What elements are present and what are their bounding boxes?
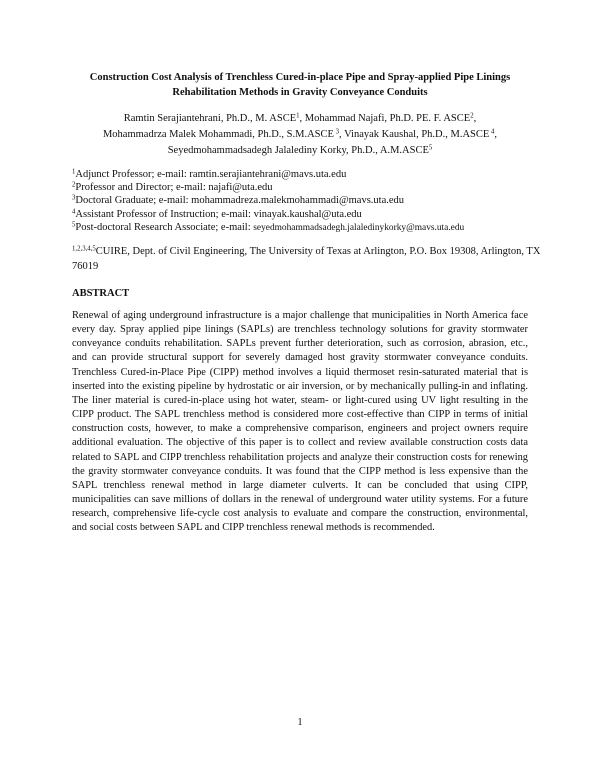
abstract-heading: ABSTRACT: [72, 288, 130, 299]
author-1: Ramtin Serajiantehrani, Ph.D., M. ASCE: [123, 113, 297, 124]
affiliation-4: $^4$Assistant Professor of Instruction; e-mail: vinayak.kaushal@uta.edu: [72, 208, 362, 220]
affiliation-list: [72, 168, 542, 235]
affiliation-3: $^3$Doctoral Graduate; e-mail: mohammadreza.malekmohammadi@mavs.uta.edu: [72, 194, 405, 207]
address-text: CUIRE, Dept. of Civil Engineering, The University of Texas at Arlington, P.O. Box 19308, Arlington, TX 76019: [72, 246, 541, 272]
author-2: , Mohammad Najafi, Ph.D. PE. F. ASCE: [299, 113, 471, 124]
address-marks: 1,2,3,4,5: [72, 245, 96, 253]
abstract-body: Renewal of aging underground infrastructure is a major challenge that municipalities in North America face every day. Spray applied pipe linings (SAPLs) are trenchless technology solutions for gravity stormwater conveyance conduits rehabilitation. SAPLs prevent further deterioration, such as corrosion, abrasion, etc., and can provide structural support for severely damaged host gravity stormwater conveyance conduits. Trenchless Cured-in-Place Pipe (CIPP) method involves a liquid thermoset resin-saturated material that is inserted into the existing pipeline by hydrostatic or air inversion, or by mechanically pulling-in and inflating. The liner material is cured-in-place using hot water, steam- or light-cured using UV light resulting in the CIPP product. The SAPL trenchless method is considered more cost-effective than CIPP in terms of initial construction costs, however, to make a comprehensive comparison, engineers and project owners require additional evaluation. The objective of this paper is to collect and review available construction costs data related to SAPL and CIPP trenchless rehabilitation projects and analyze their construction costs for renewing the gravity stormwater conveyance conduits. It was found that the CIPP method is less expensive than the SAPL trenchless renewal method in large diameter culverts. It can be concluded that using CIPP, municipalities can save millions of dollars in the renewal of underground water utility systems. For a future research, comprehensive life-cycle cost analysis to evaluate and compare the construction, environmental, and social costs between SAPL and CIPP trenchless renewal methods is recommended.: [72, 310, 528, 534]
affiliation-1: $^1$Adjunct Professor; e-mail: ramtin.serajiantehrani@mavs.uta.edu: [72, 168, 347, 180]
author-4-mark: 4: [489, 128, 495, 136]
author-3: Mohammadrza Malek Mohammadi, Ph.D., S.M.ASCE: [102, 129, 334, 140]
author-line-3: [60, 143, 540, 159]
author-line-2: Mohammadrza Malek Mohammadi, Ph.D., S.M.ASCE $^3$, Vinayak Kaushal, Ph.D., M.ASCE $^4$,: [102, 128, 498, 140]
page-number: 1: [297, 717, 303, 728]
author-1-mark: 1: [296, 112, 300, 120]
affiliation-5: $^5$Post-doctoral Research Associate; e-mail: seyedmohammadsadegh.jalaledinykorky@mavs.uta.edu: [72, 221, 465, 233]
author-3-mark: 3: [333, 128, 340, 136]
author-4: , Vinayak Kaushal, Ph.D., M.ASCE: [339, 129, 490, 140]
author-line-1: Ramtin Serajiantehrani, Ph.D., M. ASCE$^1$, Mohammad Najafi, Ph.D. PE. F. ASCE$^2$,: [123, 112, 477, 124]
author-list: [60, 111, 540, 159]
author-5-mark: 5: [428, 144, 433, 152]
paper-title: Construction Cost Analysis of Trenchless Cured-in-place Pipe and Spray-applied Pipe Linings Rehabilitation Methods in Gravity Conveyance Conduits: [89, 72, 511, 98]
institution-address: [72, 244, 542, 274]
affiliation-5-email: seyedmohammadsadegh.jalaledinykorky@mavs.uta.edu: [253, 222, 465, 233]
author-2-mark: 2: [470, 112, 474, 120]
author-5: Seyedmohammadsadegh Jalalediny Korky, Ph.D., A.M.ASCE: [167, 145, 429, 156]
affiliation-2: $^2$Professor and Director; e-mail: najafi@uta.edu: [72, 181, 273, 194]
